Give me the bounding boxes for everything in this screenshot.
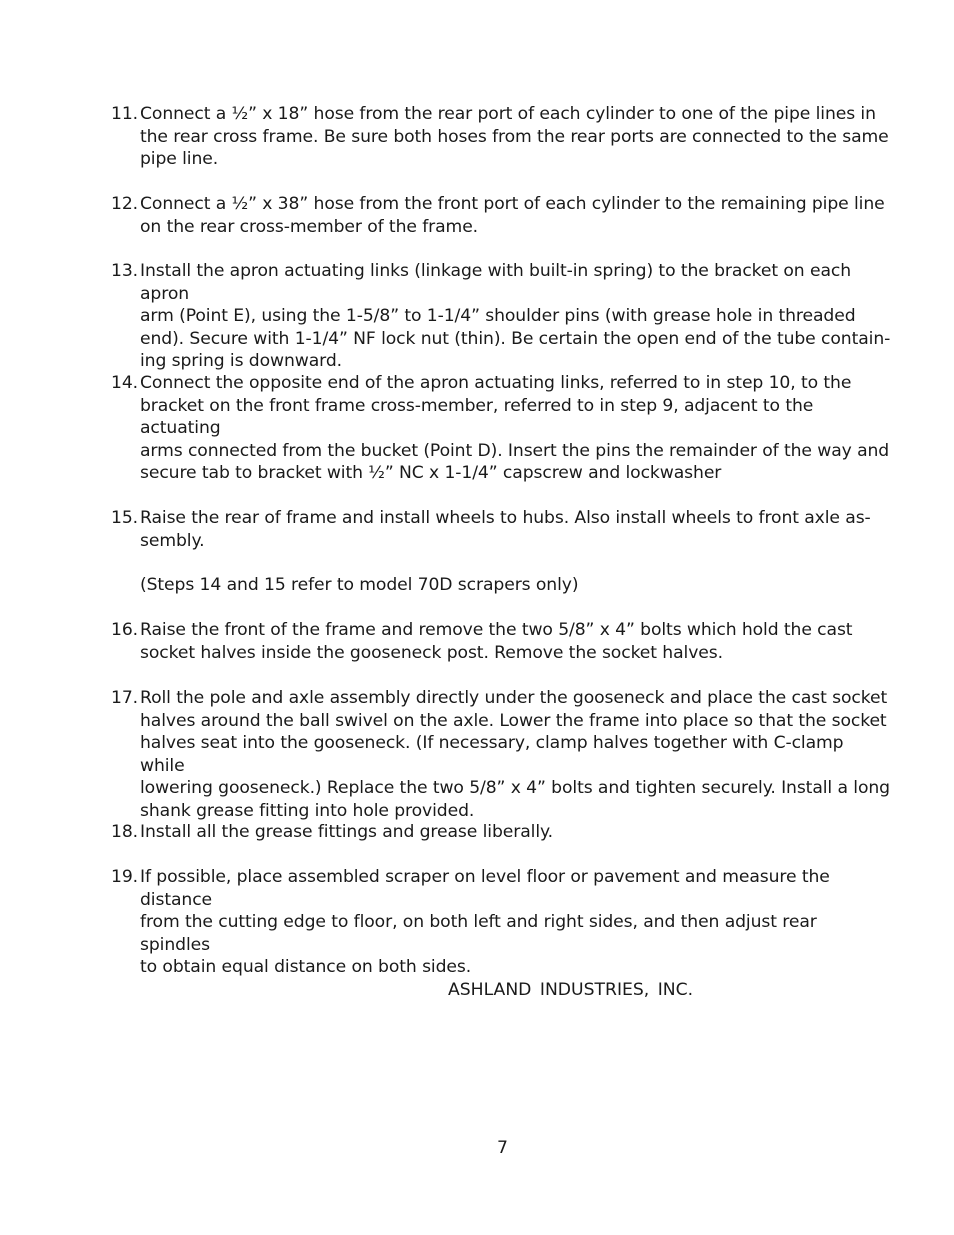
step-19	[111, 866, 891, 979]
step-text: Install all the grease fittings and grease liberally.	[140, 822, 553, 842]
step-number: 17.	[111, 688, 139, 708]
step-15	[111, 507, 891, 552]
step-number: 14.	[111, 373, 139, 393]
step-16	[111, 619, 891, 664]
step-17	[111, 687, 891, 822]
step-number: 16.	[111, 620, 139, 640]
step-11	[111, 103, 891, 171]
step-text: Connect the opposite end of the apron actuating links, referred to in step 10, to the bracket on the front frame cross-member, referred to in step 9, adjacent to the actuating arms connected from the bucket (Point D). Insert the pins the remainder of the way and secure tab to bracket with ½” NC x 1-1/4” capscrew and lockwasher	[140, 373, 890, 483]
step-text: If possible, place assembled scraper on level floor or pavement and measure the distance from the cutting edge to floor, on both left and right sides, and then adjust rear spindles to obtain equal distance on both sides.	[140, 867, 830, 977]
step-12	[111, 193, 891, 238]
step-13	[111, 260, 891, 373]
step-14	[111, 372, 891, 485]
step-number: 15.	[111, 508, 139, 528]
step-text: Connect a ½” x 38” hose from the front port of each cylinder to the remaining pipe line on the rear cross-member of the frame.	[140, 194, 885, 237]
step-text: Raise the front of the frame and remove the two 5/8” x 4” bolts which hold the cast socket halves inside the gooseneck post. Remove the socket halves.	[140, 620, 853, 663]
step-number: 11.	[111, 104, 139, 124]
company-name: ASHLAND INDUSTRIES, INC.	[448, 980, 694, 1000]
page-number: 7	[497, 1138, 508, 1158]
step-text: Install the apron actuating links (linkage with built-in spring) to the bracket on each apron arm (Point E), using the 1-5/8” to 1-1/4” shoulder pins (with grease hole in threaded end). Secure with 1-1/4” NF lock nut (thin). Be certain the open end of the tube contain- ing spring is downward.	[140, 261, 891, 371]
step-number: 12.	[111, 194, 139, 214]
step-18	[111, 821, 891, 844]
step-number: 18.	[111, 822, 139, 842]
step-text: Connect a ½” x 18” hose from the rear port of each cylinder to one of the pipe lines in the rear cross frame. Be sure both hoses from the rear ports are connected to the same pipe line.	[140, 104, 889, 169]
step-number: 19.	[111, 867, 139, 887]
step-text: Roll the pole and axle assembly directly under the gooseneck and place the cast socket halves around the ball swivel on the axle. Lower the frame into place so that the socket halves seat into the gooseneck. (If necessary, clamp halves together with C-clamp while lowering gooseneck.) Replace the two 5/8” x 4” bolts and tighten securely. Install a long shank grease fitting into hole provided.	[140, 688, 890, 821]
step-number: 13.	[111, 261, 139, 281]
model-note: (Steps 14 and 15 refer to model 70D scrapers only)	[140, 575, 579, 595]
step-text: Raise the rear of frame and install wheels to hubs. Also install wheels to front axle as- sembly.	[140, 508, 871, 551]
